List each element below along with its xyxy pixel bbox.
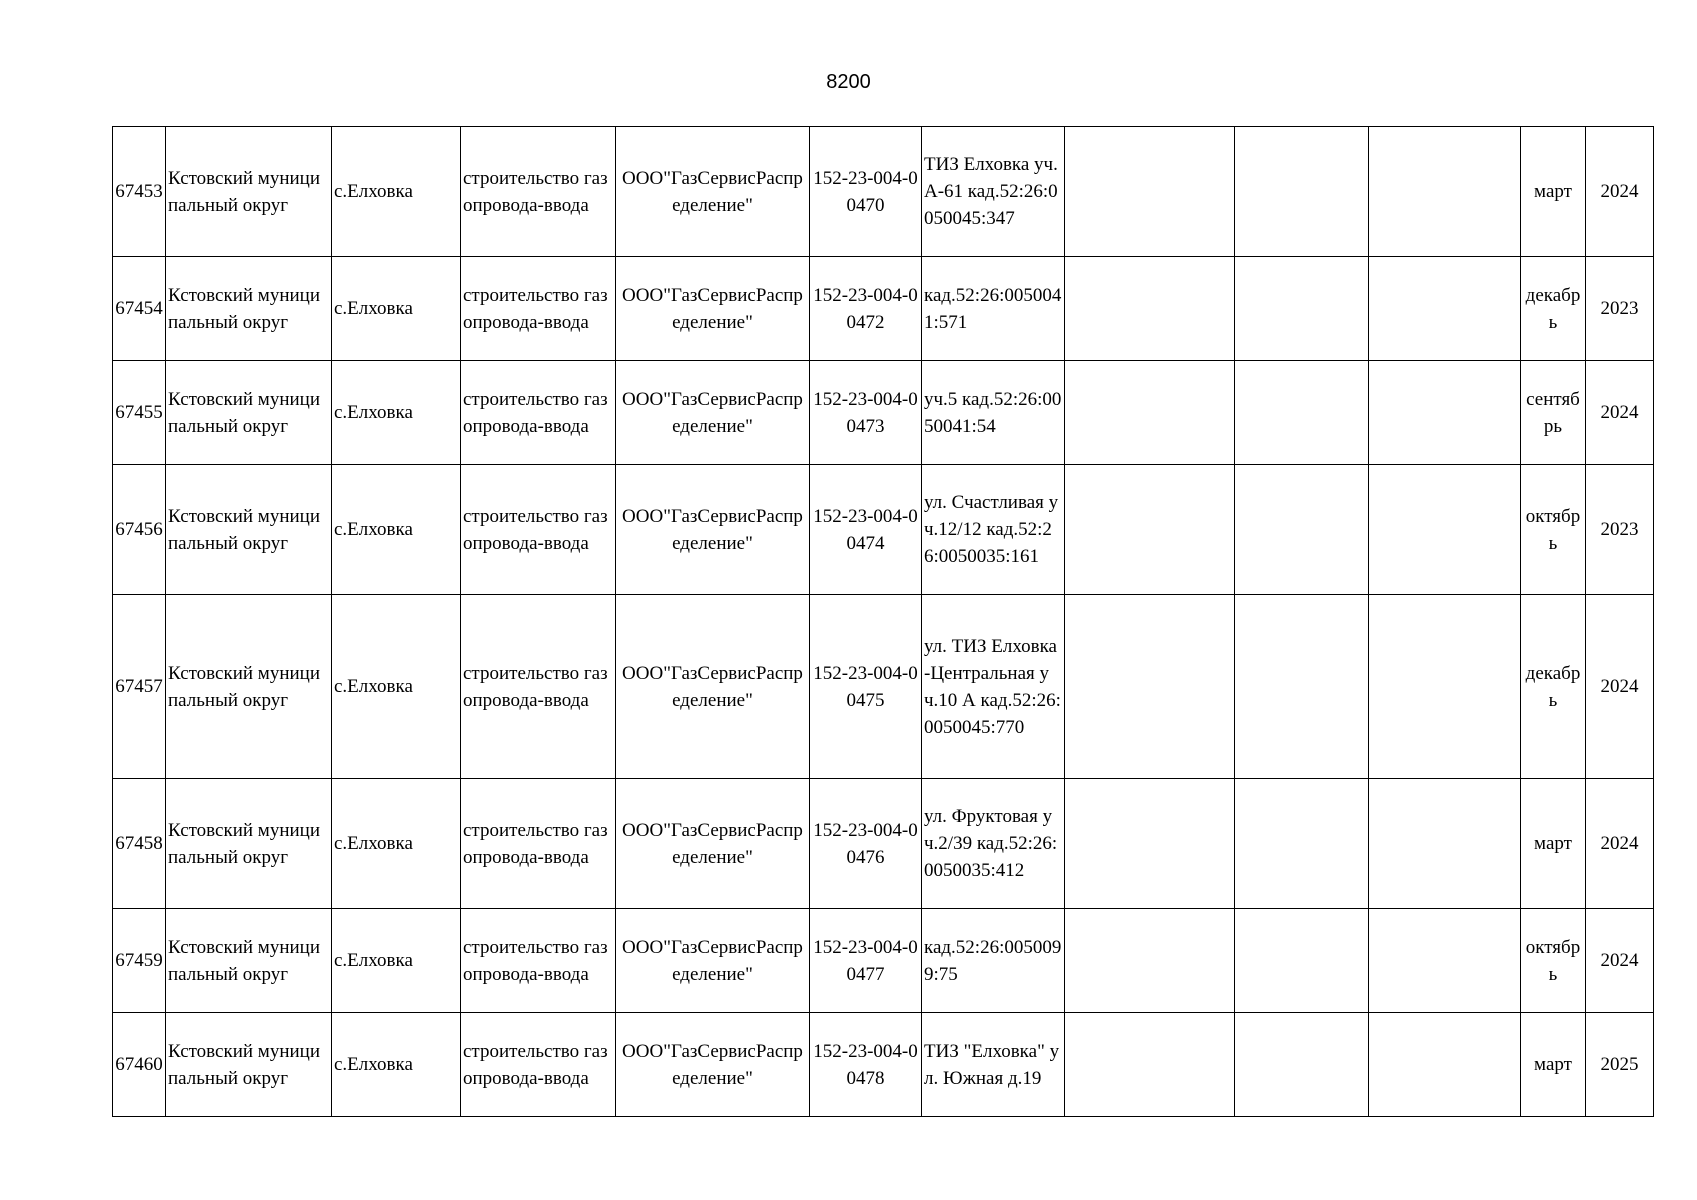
empty-cell [1369, 1013, 1521, 1117]
table-row [113, 1013, 1654, 1117]
permit-number-cell: 152-23-004-00473 [810, 361, 922, 465]
organization-cell: ООО"ГазСервисРаспределение" [616, 127, 810, 257]
month-cell: декабрь [1521, 595, 1586, 779]
row-number: 67455 [113, 361, 166, 465]
work-type-cell: строительство газопровода-ввода [461, 595, 616, 779]
address-cell: кад.52:26:0050099:75 [922, 909, 1065, 1013]
locality-cell: с.Елховка [332, 595, 461, 779]
row-number: 67454 [113, 257, 166, 361]
locality-cell: с.Елховка [332, 465, 461, 595]
year-cell: 2023 [1586, 257, 1654, 361]
locality-cell: с.Елховка [332, 909, 461, 1013]
table-row [113, 909, 1654, 1013]
organization-cell: ООО"ГазСервисРаспределение" [616, 257, 810, 361]
district-cell: Кстовский муниципальный округ [166, 465, 332, 595]
organization-cell: ООО"ГазСервисРаспределение" [616, 465, 810, 595]
permit-number-cell: 152-23-004-00472 [810, 257, 922, 361]
address-cell: уч.5 кад.52:26:0050041:54 [922, 361, 1065, 465]
table-row [113, 595, 1654, 779]
locality-cell: с.Елховка [332, 779, 461, 909]
month-cell: сентябрь [1521, 361, 1586, 465]
organization-cell: ООО"ГазСервисРаспределение" [616, 1013, 810, 1117]
locality-cell: с.Елховка [332, 361, 461, 465]
month-cell: март [1521, 127, 1586, 257]
work-type-cell: строительство газопровода-ввода [461, 465, 616, 595]
locality-cell: с.Елховка [332, 1013, 461, 1117]
empty-cell [1065, 909, 1235, 1013]
month-cell: октябрь [1521, 465, 1586, 595]
empty-cell [1235, 1013, 1369, 1117]
table-row [113, 779, 1654, 909]
row-number: 67459 [113, 909, 166, 1013]
permit-number-cell: 152-23-004-00474 [810, 465, 922, 595]
district-cell: Кстовский муниципальный округ [166, 361, 332, 465]
empty-cell [1235, 465, 1369, 595]
row-number: 67458 [113, 779, 166, 909]
address-cell: ТИЗ Елховка уч.А-61 кад.52:26:0050045:347 [922, 127, 1065, 257]
permit-number-cell: 152-23-004-00475 [810, 595, 922, 779]
row-number: 67453 [113, 127, 166, 257]
permit-number-cell: 152-23-004-00470 [810, 127, 922, 257]
organization-cell: ООО"ГазСервисРаспределение" [616, 361, 810, 465]
month-cell: декабрь [1521, 257, 1586, 361]
page-number: 8200 [826, 71, 871, 93]
empty-cell [1065, 127, 1235, 257]
permit-number-cell: 152-23-004-00477 [810, 909, 922, 1013]
empty-cell [1065, 465, 1235, 595]
organization-cell: ООО"ГазСервисРаспределение" [616, 595, 810, 779]
row-number: 67456 [113, 465, 166, 595]
district-cell: Кстовский муниципальный округ [166, 257, 332, 361]
year-cell: 2025 [1586, 1013, 1654, 1117]
empty-cell [1369, 779, 1521, 909]
district-cell: Кстовский муниципальный округ [166, 1013, 332, 1117]
work-type-cell: строительство газопровода-ввода [461, 127, 616, 257]
work-type-cell: строительство газопровода-ввода [461, 909, 616, 1013]
year-cell: 2024 [1586, 779, 1654, 909]
row-number: 67457 [113, 595, 166, 779]
table-row [113, 257, 1654, 361]
empty-cell [1065, 257, 1235, 361]
year-cell: 2024 [1586, 361, 1654, 465]
row-number: 67460 [113, 1013, 166, 1117]
year-cell: 2023 [1586, 465, 1654, 595]
empty-cell [1235, 257, 1369, 361]
address-cell: ул. Фруктовая уч.2/39 кад.52:26:0050035:412 [922, 779, 1065, 909]
table-row [113, 465, 1654, 595]
work-type-cell: строительство газопровода-ввода [461, 1013, 616, 1117]
address-cell: ул. Счастливая уч.12/12 кад.52:26:0050035:161 [922, 465, 1065, 595]
year-cell: 2024 [1586, 127, 1654, 257]
empty-cell [1369, 595, 1521, 779]
empty-cell [1235, 595, 1369, 779]
empty-cell [1369, 465, 1521, 595]
work-type-cell: строительство газопровода-ввода [461, 361, 616, 465]
district-cell: Кстовский муниципальный округ [166, 909, 332, 1013]
month-cell: октябрь [1521, 909, 1586, 1013]
empty-cell [1065, 1013, 1235, 1117]
address-cell: ул. ТИЗ Елховка-Центральная уч.10 А кад.52:26:0050045:770 [922, 595, 1065, 779]
empty-cell [1065, 595, 1235, 779]
empty-cell [1065, 779, 1235, 909]
work-type-cell: строительство газопровода-ввода [461, 257, 616, 361]
register-table [112, 126, 1654, 1117]
locality-cell: с.Елховка [332, 257, 461, 361]
address-cell: ТИЗ "Елховка" ул. Южная д.19 [922, 1013, 1065, 1117]
empty-cell [1235, 779, 1369, 909]
permit-number-cell: 152-23-004-00478 [810, 1013, 922, 1117]
month-cell: март [1521, 779, 1586, 909]
year-cell: 2024 [1586, 909, 1654, 1013]
empty-cell [1369, 257, 1521, 361]
empty-cell [1369, 127, 1521, 257]
district-cell: Кстовский муниципальный округ [166, 127, 332, 257]
empty-cell [1235, 361, 1369, 465]
empty-cell [1369, 361, 1521, 465]
empty-cell [1369, 909, 1521, 1013]
empty-cell [1065, 361, 1235, 465]
district-cell: Кстовский муниципальный округ [166, 595, 332, 779]
year-cell: 2024 [1586, 595, 1654, 779]
locality-cell: с.Елховка [332, 127, 461, 257]
organization-cell: ООО"ГазСервисРаспределение" [616, 909, 810, 1013]
month-cell: март [1521, 1013, 1586, 1117]
empty-cell [1235, 127, 1369, 257]
empty-cell [1235, 909, 1369, 1013]
table-row [113, 127, 1654, 257]
work-type-cell: строительство газопровода-ввода [461, 779, 616, 909]
organization-cell: ООО"ГазСервисРаспределение" [616, 779, 810, 909]
district-cell: Кстовский муниципальный округ [166, 779, 332, 909]
register-body [113, 127, 1654, 1117]
address-cell: кад.52:26:0050041:571 [922, 257, 1065, 361]
table-row [113, 361, 1654, 465]
permit-number-cell: 152-23-004-00476 [810, 779, 922, 909]
